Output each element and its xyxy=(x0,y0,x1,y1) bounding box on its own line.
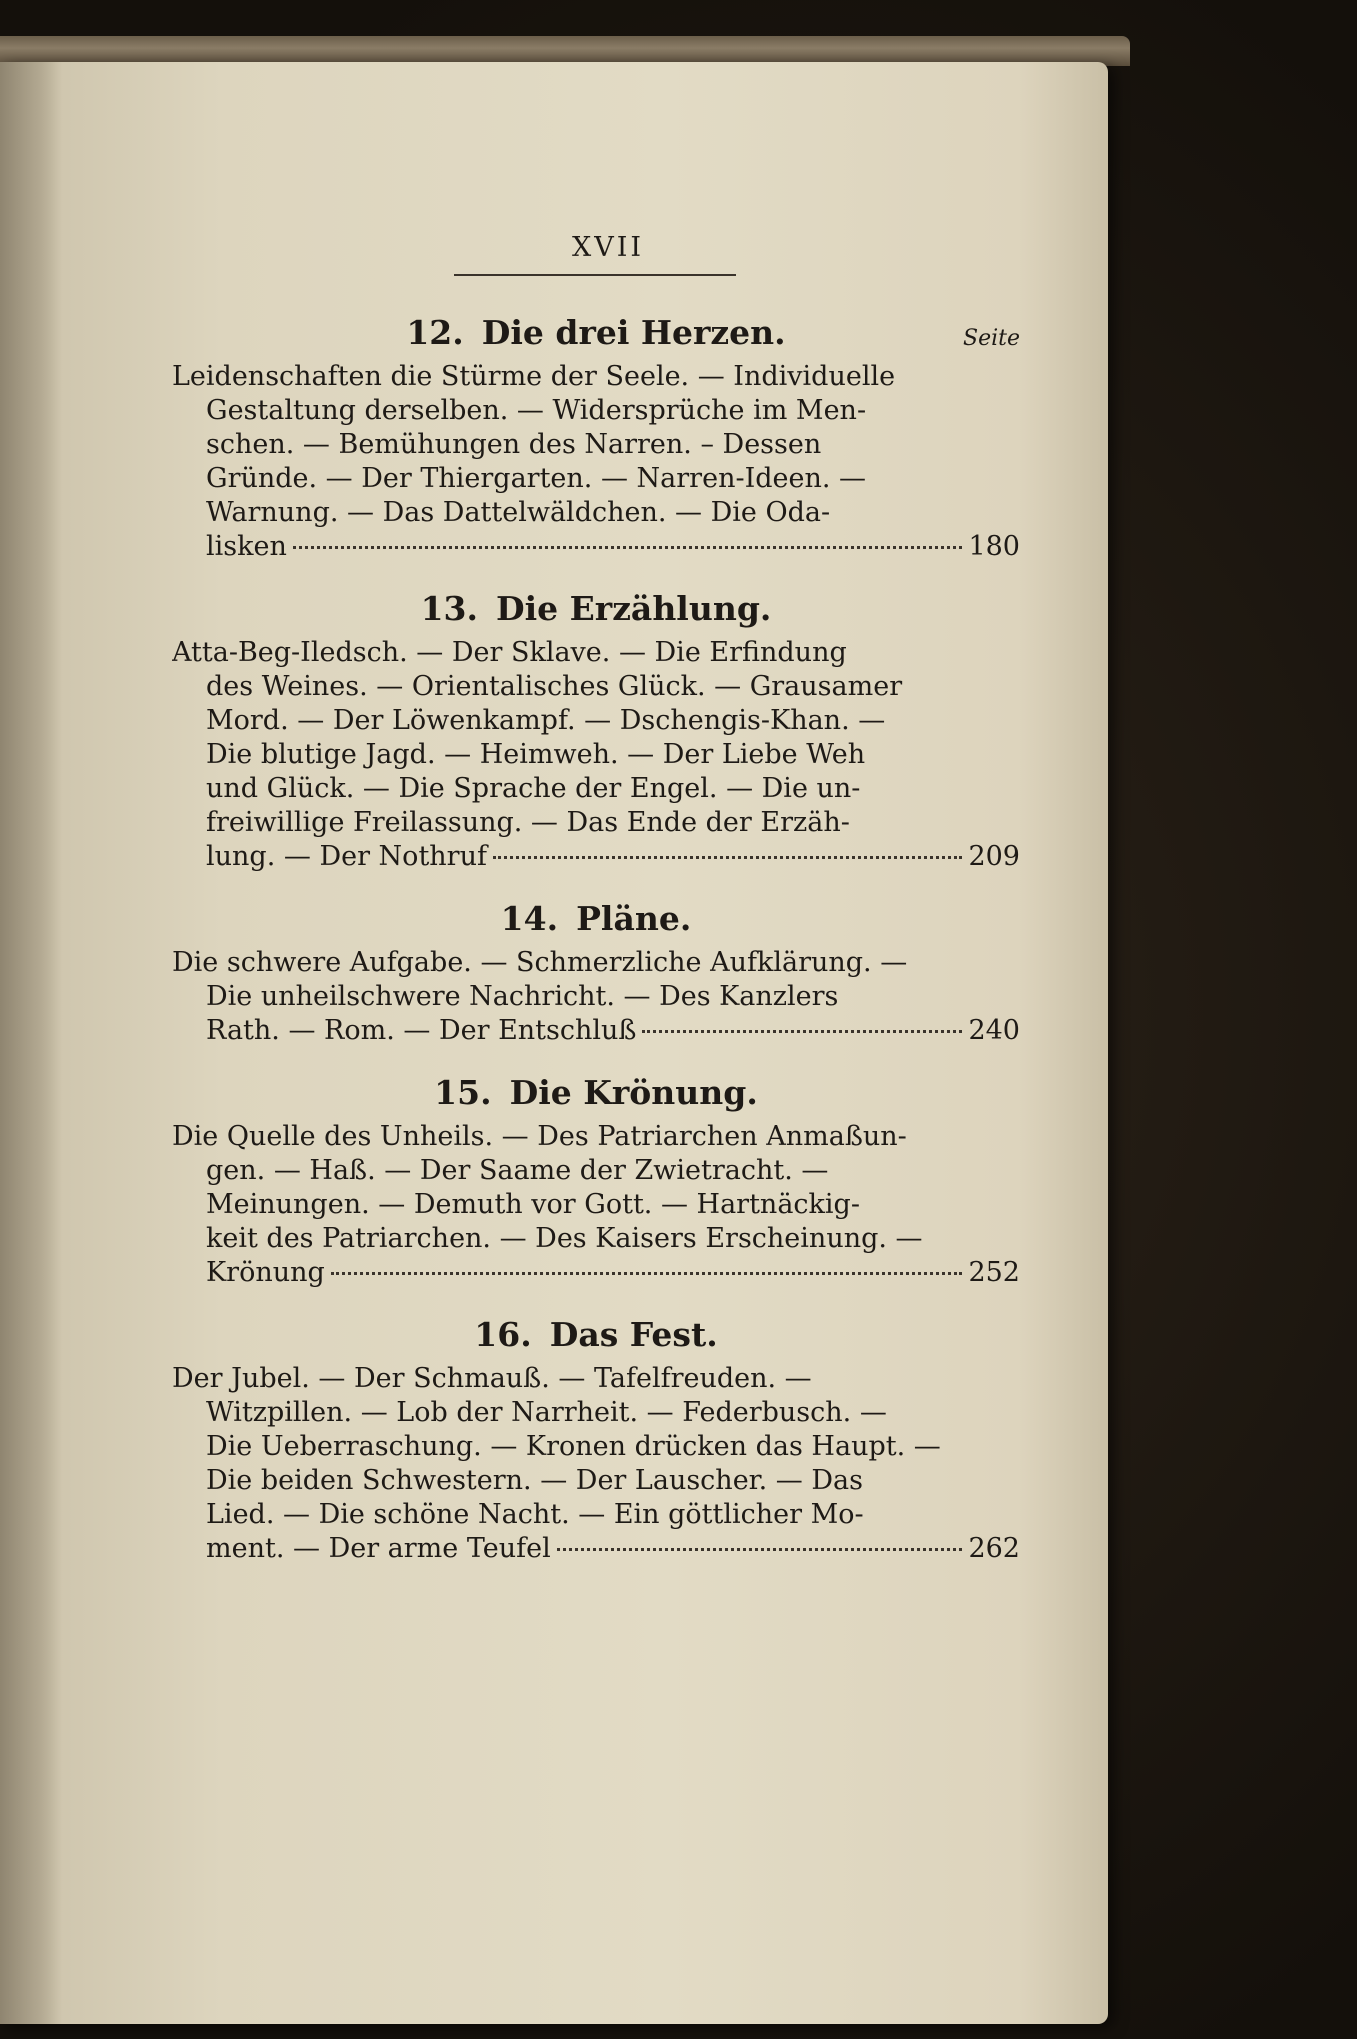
page-gutter xyxy=(0,62,62,2024)
summary-line: Rath. — Rom. — Der Entschluß xyxy=(206,1015,637,1046)
dot-leader xyxy=(493,856,962,859)
summary-line: Gestaltung derselben. — Widersprüche im Men- xyxy=(206,395,867,426)
chapter-title: Die Krönung. xyxy=(509,1073,758,1112)
summary-line: Der Jubel. — Der Schmauß. — Tafelfreuden. — xyxy=(172,1363,812,1394)
chapter-number: 16. xyxy=(474,1315,532,1354)
toc-chapter xyxy=(172,1066,1020,1290)
summary-line: Krönung xyxy=(206,1257,325,1288)
summary-line: keit des Patriarchen. — Des Kaisers Erscheinung. — xyxy=(206,1223,923,1254)
dot-leader xyxy=(331,1272,963,1275)
summary-line: des Weines. — Orientalisches Glück. — Grausamer xyxy=(206,671,903,702)
page-number: 240 xyxy=(968,1015,1020,1046)
chapter-heading xyxy=(172,1308,1020,1362)
table-of-contents xyxy=(172,230,1020,1584)
chapter-title: Das Fest. xyxy=(549,1315,718,1354)
dot-leader xyxy=(642,1030,962,1033)
summary-line: Die beiden Schwestern. — Der Lauscher. — Das xyxy=(206,1465,863,1496)
summary-last-line xyxy=(172,530,1020,564)
summary-line: Warnung. — Das Dattelwäldchen. — Die Oda- xyxy=(206,497,831,528)
summary-line: Die blutige Jagd. — Heimweh. — Der Liebe Weh xyxy=(206,739,866,770)
summary-last-line xyxy=(172,1532,1020,1566)
summary-line: Gründe. — Der Thiergarten. — Narren-Ideen. — xyxy=(206,463,867,494)
summary-line: und Glück. — Die Sprache der Engel. — Die un- xyxy=(206,773,861,804)
page-number: 262 xyxy=(968,1533,1020,1564)
page-number: 209 xyxy=(968,841,1020,872)
summary-last-line xyxy=(172,1256,1020,1290)
chapter-heading xyxy=(172,892,1020,946)
chapter-summary xyxy=(172,946,1020,1048)
chapter-heading xyxy=(172,1066,1020,1120)
page-column-label: Seite xyxy=(963,326,1020,351)
dot-leader xyxy=(293,546,963,549)
chapter-heading xyxy=(172,582,1020,636)
summary-line: schen. — Bemühungen des Narren. – Dessen xyxy=(206,429,822,460)
chapter-heading xyxy=(172,306,1020,360)
chapter-number: 15. xyxy=(434,1073,492,1112)
summary-line: Leidenschaften die Stürme der Seele. — Individuelle xyxy=(172,361,896,392)
chapter-number: 13. xyxy=(420,589,479,628)
summary-line: Lied. — Die schöne Nacht. — Ein göttlicher Mo- xyxy=(206,1499,864,1530)
summary-line: ment. — Der arme Teufel xyxy=(206,1533,551,1564)
chapter-title: Die drei Herzen. xyxy=(481,313,786,352)
page-number: 180 xyxy=(968,531,1020,562)
toc-chapter xyxy=(172,582,1020,874)
summary-line: freiwillige Freilassung. — Das Ende der Erzäh- xyxy=(206,807,850,838)
chapter-title: Pläne. xyxy=(576,899,692,938)
toc-chapter xyxy=(172,1308,1020,1566)
summary-line: lisken xyxy=(206,531,287,562)
page-folio: XVII xyxy=(571,232,645,263)
summary-line: Die unheilschwere Nachricht. — Des Kanzlers xyxy=(206,981,839,1012)
summary-line: Die Quelle des Unheils. — Des Patriarchen Anmaßun- xyxy=(172,1121,907,1152)
chapter-summary xyxy=(172,1120,1020,1290)
summary-line: Witzpillen. — Lob der Narrheit. — Federbusch. — xyxy=(206,1397,887,1428)
summary-last-line xyxy=(172,1014,1020,1048)
chapter-summary xyxy=(172,636,1020,874)
summary-line: Atta-Beg-Iledsch. — Der Sklave. — Die Erfindung xyxy=(172,637,847,668)
summary-line: Die Ueberraschung. — Kronen drücken das Haupt. — xyxy=(206,1431,941,1462)
chapter-summary xyxy=(172,360,1020,564)
summary-line: Die schwere Aufgabe. — Schmerzliche Aufklärung. — xyxy=(172,947,908,978)
summary-line: Mord. — Der Löwenkampf. — Dschengis-Khan. — xyxy=(206,705,886,736)
summary-line: gen. — Haß. — Der Saame der Zwietracht. — xyxy=(206,1155,829,1186)
chapter-number: 12. xyxy=(406,313,464,352)
chapter-title: Die Erzählung. xyxy=(496,589,772,628)
page-number: 252 xyxy=(968,1257,1020,1288)
toc-chapter xyxy=(172,892,1020,1048)
chapter-number: 14. xyxy=(500,899,559,938)
chapter-summary xyxy=(172,1362,1020,1566)
summary-line: lung. — Der Nothruf xyxy=(206,841,487,872)
summary-last-line xyxy=(172,840,1020,874)
summary-line: Meinungen. — Demuth vor Gott. — Hartnäckig- xyxy=(206,1189,860,1220)
dot-leader xyxy=(557,1548,963,1551)
toc-chapter xyxy=(172,306,1020,564)
